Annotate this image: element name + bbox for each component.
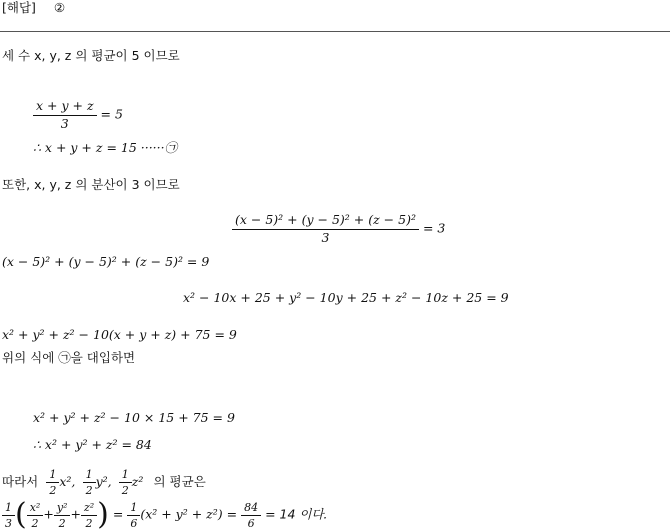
third-den: 3 [2,515,15,529]
mean-fraction [33,100,97,130]
final-tail: 의 평균은 [153,474,206,489]
mean-rhs: = 5 [100,106,123,122]
half-fraction-1 [46,469,59,496]
final-intro [2,469,206,496]
half-den-2: 2 [83,482,96,496]
term-z: z² [131,474,144,489]
substitute-text: 위의 식에 ㉠을 대입하면 [2,350,136,365]
y-half-den: 2 [54,515,71,529]
equals-1: = [112,506,128,522]
variance-numerator: (x − 5)² + (y − 5)² + (z − 5)² [235,212,416,227]
left-paren: ( [15,497,27,532]
z-half-den: 2 [81,515,97,529]
sixth-fraction [127,502,140,529]
mean-numerator: x + y + z [36,98,94,113]
header-divider [0,31,670,32]
eighty-four-num: 84 [244,500,259,514]
intro-variance-text: 또한, x, y, z 의 분산이 3 이므로 [2,177,180,192]
plus-1: + [43,506,54,522]
sum-equation: ∴ x + y + z = 15 ······㉠ [33,140,178,155]
half-den-3: 2 [119,482,132,496]
half-num-2: 1 [85,468,93,481]
final-lead: 따라서 [2,474,39,489]
half-num-1: 1 [49,468,57,481]
intro-mean-text: 세 수 x, y, z 의 평균이 5 이므로 [2,48,180,63]
variance-line-2: (x − 5)² + (y − 5)² + (z − 5)² = 9 [2,254,210,269]
sixth-num: 1 [130,500,138,514]
plus-2: + [70,506,81,522]
half-fraction-2 [83,469,96,496]
variance-line-3: x² − 10x + 25 + y² − 10y + 25 + z² − 10z + 25 = 9 [183,290,509,305]
answer-value: ② [53,0,66,15]
substituted-line-2: ∴ x² + y² + z² = 84 [33,437,152,452]
z-half-fraction [81,502,97,529]
mean-denominator: 3 [33,115,97,131]
term-y: y², [95,474,112,489]
half-den-1: 2 [46,482,59,496]
z-half-num: z² [83,500,95,514]
x-half-fraction [27,502,44,529]
substituted-line-1: x² + y² + z² − 10 × 15 + 75 = 9 [33,410,235,425]
final-result: = 14 이다. [265,506,328,522]
eighty-four-sixths-fraction [241,502,261,529]
variance-rhs: = 3 [422,220,446,236]
variance-denominator: 3 [232,229,419,245]
y-half-num: y² [56,500,68,514]
variance-fraction [232,214,419,244]
mean-equation [33,100,123,130]
y-half-fraction [54,502,71,529]
answer-header [2,2,65,15]
right-paren: ) [97,497,109,532]
variance-equation [232,214,445,244]
term-x: x², [59,474,76,489]
half-fraction-3 [119,469,132,496]
third-num: 1 [5,500,12,514]
sixth-den: 6 [127,515,140,529]
x-half-den: 2 [27,515,44,529]
half-num-3: 1 [121,468,129,481]
third-fraction [2,502,15,529]
x-half-num: x² [29,500,41,514]
final-equation [2,497,328,532]
answer-label: [해답] [2,0,36,15]
sum-of-squares-term: (x² + y² + z²) = [140,506,238,522]
six-den: 6 [241,515,261,529]
variance-line-4: x² + y² + z² − 10(x + y + z) + 75 = 9 [2,327,237,342]
